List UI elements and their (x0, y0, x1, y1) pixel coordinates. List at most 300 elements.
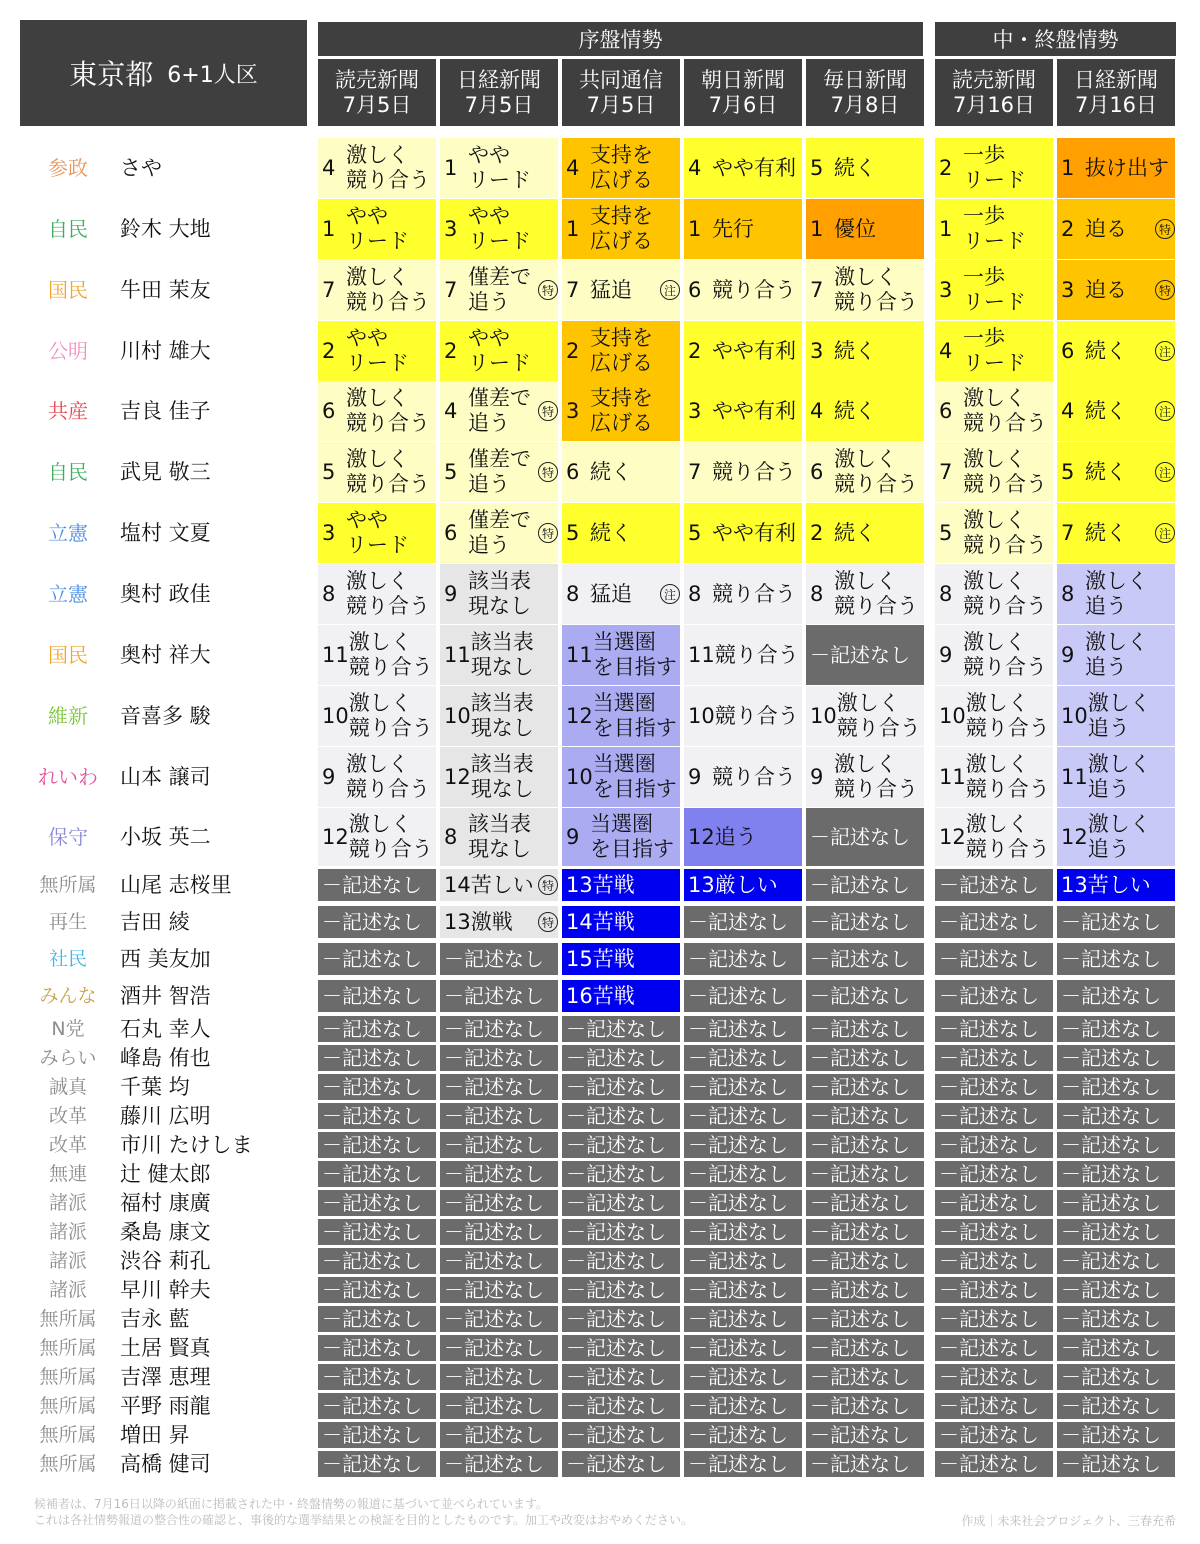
dash-mark: － (322, 909, 342, 934)
rating-cell (684, 1451, 802, 1477)
candidate-name: 吉永 藍 (120, 1307, 190, 1331)
rating-text: 追う (714, 824, 757, 849)
note-mark-icon: 特 (538, 523, 558, 543)
dash-mark: － (1061, 983, 1081, 1008)
rating-cell (806, 1016, 924, 1042)
rank-number: 6 (444, 520, 458, 545)
dash-mark: － (810, 1074, 830, 1099)
rank-number: 1 (810, 216, 824, 241)
rank-number: 5 (566, 520, 580, 545)
rating-text: やや リード (468, 143, 531, 192)
rating-text: 記述なし (959, 1190, 1039, 1215)
rating-cell (318, 1219, 436, 1245)
rating-cell (684, 869, 802, 901)
rating-text: やや リード (346, 326, 409, 375)
rating-text: 記述なし (1081, 1161, 1161, 1186)
rank-number: 3 (1061, 277, 1075, 302)
rank-number: 11 (939, 764, 966, 789)
candidate-name: 武見 敬三 (120, 460, 211, 484)
rating-cell (562, 138, 680, 198)
rating-cell (440, 1045, 558, 1071)
rating-text: 記述なし (1081, 1219, 1161, 1244)
rating-text: 記述なし (830, 1016, 910, 1041)
rating-text: 記述なし (830, 1422, 910, 1447)
rank-number: 4 (810, 398, 824, 423)
rating-text: 記述なし (830, 946, 910, 971)
rating-text: 記述なし (342, 1103, 422, 1128)
rating-text: やや有利 (712, 398, 796, 423)
rating-text: 激しく 競り合う (346, 752, 430, 801)
rating-text: 記述なし (1081, 1045, 1161, 1070)
rating-text: 猛追 (590, 277, 632, 302)
rating-cell (806, 321, 924, 381)
rating-cell (440, 1074, 558, 1100)
rating-text: 激しく 追う (1087, 752, 1151, 801)
rating-text: 続く (1085, 338, 1127, 363)
rating-text: 記述なし (830, 1451, 910, 1476)
party-label: 共産 (48, 399, 88, 423)
rank-number: 11 (444, 642, 471, 667)
dash-mark: － (566, 1422, 586, 1447)
dash-mark: － (444, 1248, 464, 1273)
rank-number: 9 (939, 642, 953, 667)
rating-cell (1057, 199, 1175, 259)
rating-cell (684, 1190, 802, 1216)
rating-cell (562, 1364, 680, 1390)
rating-text: 記述なし (464, 1248, 544, 1273)
dash-mark: － (566, 1074, 586, 1099)
column-paper: 朝日新聞 (701, 67, 785, 92)
rating-text: 記述なし (464, 1103, 544, 1128)
rating-text: 記述なし (959, 1422, 1039, 1447)
rank-number: 8 (322, 581, 336, 606)
rating-cell (440, 1364, 558, 1390)
party-label: 無所属 (39, 1366, 97, 1388)
rating-text: 激しく 競り合う (348, 691, 433, 740)
rating-cell (684, 625, 802, 685)
rating-text: 記述なし (1081, 983, 1161, 1008)
rating-cell (440, 381, 558, 441)
rating-cell (935, 1451, 1053, 1477)
dash-mark: － (810, 1422, 830, 1447)
rating-cell (1057, 564, 1175, 624)
rating-text: 迫る (1085, 216, 1127, 241)
dash-mark: － (444, 1132, 464, 1157)
rating-cell (562, 503, 680, 563)
rating-cell (562, 625, 680, 685)
rating-cell (935, 1248, 1053, 1274)
rating-cell (1057, 869, 1175, 901)
note-mark-icon: 特 (538, 875, 558, 895)
dash-mark: － (322, 1335, 342, 1360)
party-label: 立憲 (48, 521, 88, 545)
rating-text: 激しく 追う (1087, 812, 1151, 861)
dash-mark: － (322, 1161, 342, 1186)
rank-number: 6 (688, 277, 702, 302)
rating-cell (935, 1045, 1053, 1071)
rating-cell (935, 138, 1053, 198)
rating-text: 一歩 リード (963, 143, 1026, 192)
candidate-name: 市川 たけしま (120, 1133, 253, 1157)
note-mark-icon: 注 (1155, 341, 1175, 361)
rank-number: 6 (1061, 338, 1075, 363)
rating-cell (1057, 1451, 1175, 1477)
rating-cell (318, 980, 436, 1012)
candidate-name: 峰島 侑也 (120, 1046, 211, 1070)
dash-mark: － (810, 1161, 830, 1186)
rating-text: 記述なし (708, 1103, 788, 1128)
rank-number: 10 (444, 703, 471, 728)
rating-cell (440, 1190, 558, 1216)
rating-text: 支持を 広げる (590, 326, 653, 375)
dash-mark: － (1061, 1393, 1081, 1418)
rating-cell (562, 747, 680, 807)
rating-cell (562, 1074, 680, 1100)
dash-mark: － (322, 1016, 342, 1041)
title-sub: 6+1人区 (167, 62, 258, 88)
footnote (34, 1496, 693, 1528)
column-paper: 共同通信 (579, 67, 663, 92)
rank-number: 13 (1061, 872, 1088, 897)
rating-text: 記述なし (830, 642, 910, 667)
rating-text: 激しく 競り合う (346, 265, 430, 314)
party-label: 無所属 (39, 1308, 97, 1330)
rating-cell (806, 503, 924, 563)
rating-cell (935, 1422, 1053, 1448)
rating-cell (684, 1306, 802, 1332)
rating-cell (806, 1306, 924, 1332)
rating-text: 記述なし (586, 1161, 666, 1186)
rating-text: 僅差で 追う (468, 265, 531, 314)
candidate-name: 藤川 広明 (120, 1104, 211, 1128)
dash-mark: － (322, 1248, 342, 1273)
rating-text: 記述なし (1081, 909, 1161, 934)
group-label: 序盤情勢 (578, 28, 663, 52)
rating-text: 記述なし (959, 1393, 1039, 1418)
rating-cell (1057, 1219, 1175, 1245)
rating-text: 激しく 競り合う (963, 569, 1047, 618)
rating-cell (1057, 1190, 1175, 1216)
rank-number: 2 (1061, 216, 1075, 241)
rating-cell (806, 381, 924, 441)
candidate-name: 牛田 茉友 (120, 278, 211, 302)
rank-number: 15 (566, 946, 593, 971)
dash-mark: － (1061, 1132, 1081, 1157)
rating-cell (1057, 1161, 1175, 1187)
rating-text: 記述なし (586, 1393, 666, 1418)
dash-mark: － (566, 1364, 586, 1389)
rating-text: 先行 (712, 216, 754, 241)
rating-cell (935, 1393, 1053, 1419)
party-label: 誠真 (48, 1076, 87, 1098)
dash-mark: － (566, 1248, 586, 1273)
rank-number: 3 (810, 338, 824, 363)
rating-text: 記述なし (342, 909, 422, 934)
dash-mark: － (1061, 1451, 1081, 1476)
rating-cell (935, 943, 1053, 975)
rating-text: 激しく 競り合う (346, 447, 430, 496)
rating-cell (318, 1132, 436, 1158)
rating-text: 激しく 競り合う (965, 812, 1050, 861)
rating-cell (440, 1451, 558, 1477)
rating-text: 記述なし (1081, 1016, 1161, 1041)
rating-text: 記述なし (959, 1277, 1039, 1302)
rating-text: 記述なし (1081, 1422, 1161, 1447)
rating-cell (318, 1422, 436, 1448)
rating-text: 苦しい (470, 872, 534, 897)
dash-mark: － (444, 1335, 464, 1360)
rating-cell (806, 1190, 924, 1216)
rating-cell (562, 906, 680, 938)
dash-mark: － (939, 1422, 959, 1447)
footnote-line: 候補者は、7月16日以降の紙面に掲載された中・終盤情勢の報道に基づいて並べられています。 (34, 1497, 548, 1511)
rank-number: 7 (810, 277, 824, 302)
rating-cell (562, 1190, 680, 1216)
rating-cell (806, 442, 924, 502)
rank-number: 5 (1061, 459, 1075, 484)
rating-cell (318, 564, 436, 624)
rating-cell (1057, 381, 1175, 441)
rank-number: 4 (444, 398, 458, 423)
rating-cell (440, 138, 558, 198)
dash-mark: － (1061, 1277, 1081, 1302)
rating-text: 僅差で 追う (468, 386, 531, 435)
candidate-name: 渋谷 莉孔 (120, 1249, 211, 1273)
rank-number: 6 (566, 459, 580, 484)
party-label: 無連 (48, 1163, 87, 1185)
rating-cell (806, 625, 924, 685)
rating-cell (684, 747, 802, 807)
rank-number: 4 (688, 155, 702, 180)
dash-mark: － (444, 1103, 464, 1128)
rating-text: 記述なし (830, 824, 910, 849)
candidate-name: 塩村 文夏 (120, 521, 211, 545)
rank-number: 4 (1061, 398, 1075, 423)
rating-text: 記述なし (464, 1364, 544, 1389)
rating-text: 記述なし (464, 983, 544, 1008)
dash-mark: － (688, 1248, 708, 1273)
rating-cell (318, 1451, 436, 1477)
rank-number: 5 (444, 459, 458, 484)
rating-text: 記述なし (830, 872, 910, 897)
rating-text: 記述なし (830, 1219, 910, 1244)
dash-mark: － (939, 1451, 959, 1476)
rank-number: 13 (444, 909, 471, 934)
rating-text: 記述なし (1081, 1277, 1161, 1302)
rating-text: 記述なし (1081, 1074, 1161, 1099)
dash-mark: － (322, 946, 342, 971)
rating-text: 激しく 競り合う (834, 752, 918, 801)
rating-cell (1057, 1132, 1175, 1158)
rating-cell (1057, 260, 1175, 320)
rating-text: 激しく 競り合う (963, 386, 1047, 435)
rating-text: 記述なし (830, 1190, 910, 1215)
rating-cell (318, 321, 436, 381)
column-date: 7月5日 (464, 92, 534, 117)
dash-mark: － (810, 1103, 830, 1128)
rating-cell (318, 808, 436, 866)
rating-cell (1057, 1103, 1175, 1129)
dash-mark: － (444, 1422, 464, 1447)
note-mark-icon: 注 (1155, 523, 1175, 543)
rating-cell (1057, 1364, 1175, 1390)
rating-cell (935, 625, 1053, 685)
rating-cell (935, 1277, 1053, 1303)
rating-text: 記述なし (830, 1132, 910, 1157)
dash-mark: － (322, 1451, 342, 1476)
dash-mark: － (939, 1161, 959, 1186)
rating-text: 記述なし (586, 1248, 666, 1273)
rating-cell (318, 625, 436, 685)
dash-mark: － (688, 1103, 708, 1128)
candidate-name: 千葉 均 (120, 1075, 190, 1099)
rating-text: 記述なし (586, 1016, 666, 1041)
rating-cell (935, 808, 1053, 866)
rating-text: 記述なし (959, 1161, 1039, 1186)
rating-text: 続く (834, 520, 876, 545)
rating-cell (440, 199, 558, 259)
dash-mark: － (322, 1422, 342, 1447)
rating-text: 記述なし (708, 983, 788, 1008)
candidate-name: 奥村 祥大 (120, 643, 211, 667)
rating-cell (440, 869, 558, 901)
rank-number: 9 (566, 824, 580, 849)
rating-cell (935, 686, 1053, 746)
candidate-name: 高橋 健司 (120, 1452, 211, 1476)
group-label: 中・終盤情勢 (992, 28, 1119, 52)
dash-mark: － (566, 1335, 586, 1360)
rating-text: 記述なし (830, 1045, 910, 1070)
rating-text: 激しく 競り合う (836, 691, 921, 740)
rating-text: 記述なし (959, 946, 1039, 971)
dash-mark: － (688, 1190, 708, 1215)
rating-cell (318, 1277, 436, 1303)
column-paper: 読売新聞 (952, 67, 1036, 92)
rating-text: 続く (1085, 520, 1127, 545)
dash-mark: － (688, 1393, 708, 1418)
dash-mark: － (566, 1016, 586, 1041)
rating-text: 記述なし (464, 1074, 544, 1099)
rating-cell (440, 1277, 558, 1303)
rank-number: 2 (322, 338, 336, 363)
rating-cell (1057, 1335, 1175, 1361)
rating-text: やや有利 (712, 155, 796, 180)
rating-cell (806, 138, 924, 198)
dash-mark: － (1061, 1161, 1081, 1186)
rating-text: 記述なし (342, 1074, 422, 1099)
rating-text: 記述なし (464, 1132, 544, 1157)
dash-mark: － (939, 1393, 959, 1418)
rating-text: 記述なし (342, 1248, 422, 1273)
rating-text: 激しく 競り合う (834, 569, 918, 618)
rating-cell (440, 564, 558, 624)
rating-cell (684, 1335, 802, 1361)
rating-text: 記述なし (1081, 1132, 1161, 1157)
rating-cell (562, 1335, 680, 1361)
party-label: 無所属 (39, 1424, 97, 1446)
rank-number: 1 (566, 216, 580, 241)
rating-text: 記述なし (586, 1074, 666, 1099)
rank-number: 1 (444, 155, 458, 180)
candidate-name: 山尾 志桜里 (120, 873, 232, 897)
dash-mark: － (939, 1219, 959, 1244)
dash-mark: － (688, 1451, 708, 1476)
rating-cell (806, 1074, 924, 1100)
dash-mark: － (939, 1364, 959, 1389)
rating-text: 記述なし (586, 1364, 666, 1389)
rating-cell (440, 1103, 558, 1129)
dash-mark: － (444, 1306, 464, 1331)
rating-text: 苦戦 (592, 983, 635, 1008)
rating-text: 記述なし (708, 1132, 788, 1157)
rating-cell (684, 564, 802, 624)
rating-cell (684, 1364, 802, 1390)
dash-mark: － (566, 1393, 586, 1418)
dash-mark: － (810, 909, 830, 934)
rank-number: 4 (566, 155, 580, 180)
rating-cell (806, 686, 924, 746)
dash-mark: － (939, 1074, 959, 1099)
column-date: 7月6日 (708, 92, 778, 117)
rating-text: 記述なし (708, 1219, 788, 1244)
rank-number: 14 (566, 909, 593, 934)
dash-mark: － (322, 1132, 342, 1157)
candidate-name: 小坂 英二 (120, 825, 211, 849)
candidate-name: 吉良 佳子 (120, 399, 211, 423)
rating-text: 記述なし (342, 1045, 422, 1070)
rating-cell (806, 199, 924, 259)
rating-text: 記述なし (708, 1306, 788, 1331)
rating-text: 優位 (834, 216, 876, 241)
rank-number: 3 (688, 398, 702, 423)
rating-cell (935, 381, 1053, 441)
party-label: 無所属 (39, 874, 97, 896)
dash-mark: － (566, 1277, 586, 1302)
dash-mark: － (810, 1045, 830, 1070)
rating-text: 記述なし (708, 1074, 788, 1099)
candidate-name: 増田 昇 (120, 1423, 190, 1447)
rating-text: 記述なし (708, 1045, 788, 1070)
rating-cell (684, 906, 802, 938)
rating-cell (1057, 1393, 1175, 1419)
rank-number: 12 (939, 824, 966, 849)
dash-mark: － (566, 1451, 586, 1476)
rating-cell (806, 943, 924, 975)
rating-text: 僅差で 追う (468, 447, 531, 496)
rating-text: 該当表 現なし (468, 569, 531, 618)
rank-number: 5 (688, 520, 702, 545)
rating-text: 記述なし (708, 1451, 788, 1476)
party-label: れいわ (38, 765, 98, 789)
rating-cell (684, 260, 802, 320)
rating-text: 記述なし (342, 1451, 422, 1476)
rating-cell (935, 1219, 1053, 1245)
dash-mark: － (444, 1190, 464, 1215)
rating-cell (684, 321, 802, 381)
dash-mark: － (688, 1422, 708, 1447)
rating-text: 記述なし (464, 1045, 544, 1070)
rank-number: 11 (322, 642, 349, 667)
rating-cell (1057, 906, 1175, 938)
rating-text: 該当表 現なし (470, 752, 534, 801)
rating-cell (684, 980, 802, 1012)
dash-mark: － (939, 1335, 959, 1360)
rating-cell (1057, 1045, 1175, 1071)
rating-text: 記述なし (708, 1016, 788, 1041)
column-header (440, 59, 558, 126)
rating-cell (440, 1016, 558, 1042)
rating-cell (1057, 943, 1175, 975)
